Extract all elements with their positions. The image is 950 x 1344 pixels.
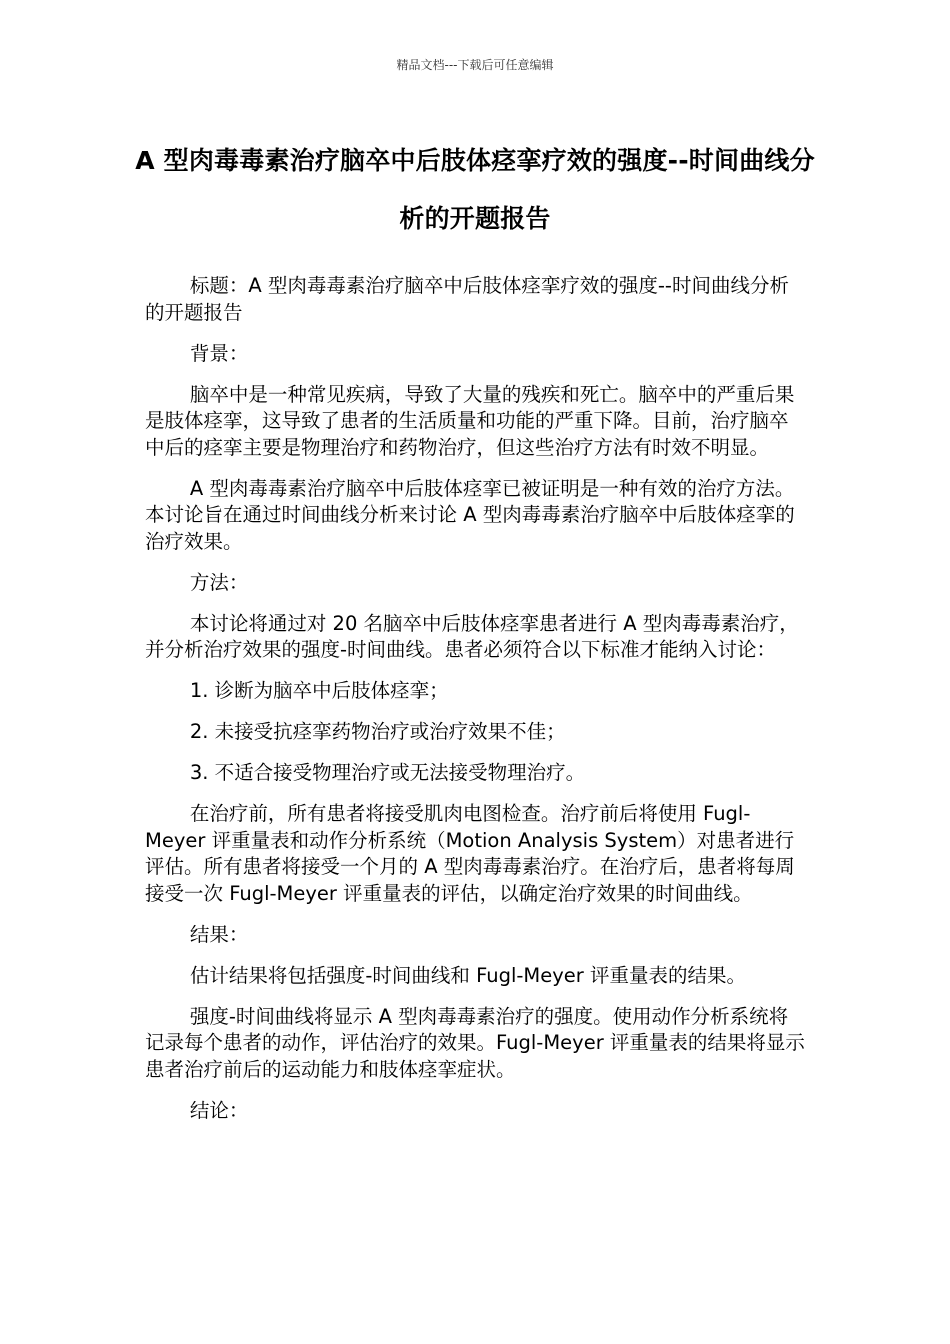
section-heading-method: 方法： [189, 570, 249, 594]
document-body [145, 273, 807, 1139]
paragraph: 估计结果将包括强度-时间曲线和 Fugl-Meyer 评重量表的结果。 [189, 963, 746, 987]
paragraph: 脑卒中是一种常见疾病，导致了大量的残疾和死亡。脑卒中的严重后果是肢体痉挛，这导致了患者的生活质量和功能的严重下降。目前，治疗脑卒中后的痉挛主要是物理治疗和药物治疗，但这些治疗方法有时效不明显。 [145, 382, 795, 459]
section-heading-background: 背景： [189, 341, 249, 365]
criteria-item: 2. 未接受抗痉挛药物治疗或治疗效果不佳； [189, 720, 566, 743]
section-heading-results: 结果： [189, 922, 249, 946]
document-title: A 型肉毒毒素治疗脑卒中后肢体痉挛疗效的强度--时间曲线分析的开题报告 [135, 146, 815, 233]
criteria-item: 3. 不适合接受物理治疗或无法接受物理治疗。 [189, 761, 586, 784]
paragraph: A 型肉毒毒素治疗脑卒中后肢体痉挛已被证明是一种有效的治疗方法。本讨论旨在通过时间曲线分析来讨论 A 型肉毒毒素治疗脑卒中后肢体痉挛的治疗效果。 [145, 476, 795, 553]
paragraph: 强度-时间曲线将显示 A 型肉毒毒素治疗的强度。使用动作分析系统将记录每个患者的动作，评估治疗的效果。Fugl-Meyer 评重量表的结果将显示患者治疗前后的运动能力和肢体痉挛症状。 [145, 1004, 805, 1081]
section-heading-conclusion: 结论： [189, 1098, 249, 1122]
paragraph: 在治疗前，所有患者将接受肌肉电图检查。治疗前后将使用 Fugl-Meyer 评重量表和动作分析系统（Motion Analysis System）对患者进行评估。所有患者将接受一个月的 A 型肉毒毒素治疗。在治疗后，患者将每周接受一次 Fugl-Meyer 评重量表的评估，以确定治疗效果的时间曲线。 [145, 802, 795, 905]
title-line: 标题：A 型肉毒毒素治疗脑卒中后肢体痉挛疗效的强度--时间曲线分析的开题报告 [145, 274, 789, 324]
paragraph: 本讨论将通过对 20 名脑卒中后肢体痉挛患者进行 A 型肉毒毒素治疗，并分析治疗效果的强度-时间曲线。患者必须符合以下标准才能纳入讨论： [145, 611, 799, 661]
criteria-item: 1. 诊断为脑卒中后肢体痉挛； [189, 679, 449, 702]
page-header: 精品文档---下载后可任意编辑 [396, 58, 554, 72]
